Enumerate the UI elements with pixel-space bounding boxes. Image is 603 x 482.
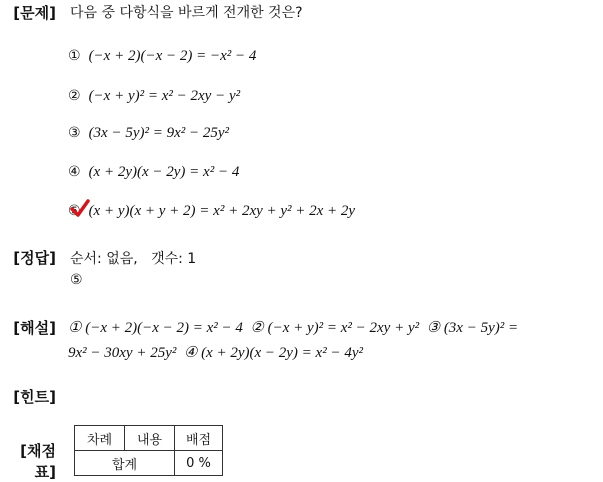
answer-info: 순서: 없음, 갯수: 1 <box>70 251 197 267</box>
score-total-value: 0 % <box>175 451 223 476</box>
hint-label: [힌트] <box>13 388 56 406</box>
scoring-label: [채점표] <box>20 442 56 481</box>
option-1[interactable] <box>68 48 256 65</box>
problem-label: [문제] <box>13 4 56 22</box>
explanation-line-2: 9x² − 30xy + 25y² ④ (x + 2y)(x − 2y) = x² − 4y² <box>68 345 363 361</box>
option-2[interactable] <box>68 88 240 105</box>
answer-label: [정답] <box>13 249 56 267</box>
option-5-number: ⑤ <box>68 203 81 219</box>
explanation-label: [해설] <box>13 319 56 337</box>
score-header-order: 차례 <box>75 426 125 451</box>
option-5[interactable] <box>68 203 355 220</box>
option-2-expr: (−x + y)² = x² − 2xy − y² <box>88 88 241 104</box>
option-2-number: ② <box>68 88 81 104</box>
option-3[interactable] <box>68 125 229 142</box>
explanation-line-1: ① (−x + 2)(−x − 2) = x² − 4 ② (−x + y)² = x² − 2xy + y² ③ (3x − 5y)² = <box>68 320 519 336</box>
option-4-expr: (x + 2y)(x − 2y) = x² − 4 <box>88 164 240 180</box>
option-4-number: ④ <box>68 164 81 180</box>
answer-value: ⑤ <box>70 272 83 288</box>
score-header-content: 내용 <box>125 426 175 451</box>
score-total-label: 합계 <box>75 451 175 476</box>
option-3-expr: (3x − 5y)² = 9x² − 25y² <box>88 125 230 141</box>
score-table <box>74 425 223 476</box>
option-1-expr: (−x + 2)(−x − 2) = −x² − 4 <box>88 48 257 64</box>
option-1-number: ① <box>68 48 81 64</box>
score-table-header-row <box>75 426 223 451</box>
score-header-points: 배점 <box>175 426 223 451</box>
option-4[interactable] <box>68 164 239 181</box>
option-5-expr: (x + y)(x + y + 2) = x² + 2xy + y² + 2x + 2y <box>88 203 356 219</box>
option-3-number: ③ <box>68 125 81 141</box>
checkmark-icon <box>70 198 90 218</box>
score-table-total-row <box>75 451 223 476</box>
question-text: 다음 중 다항식을 바르게 전개한 것은? <box>70 5 303 21</box>
